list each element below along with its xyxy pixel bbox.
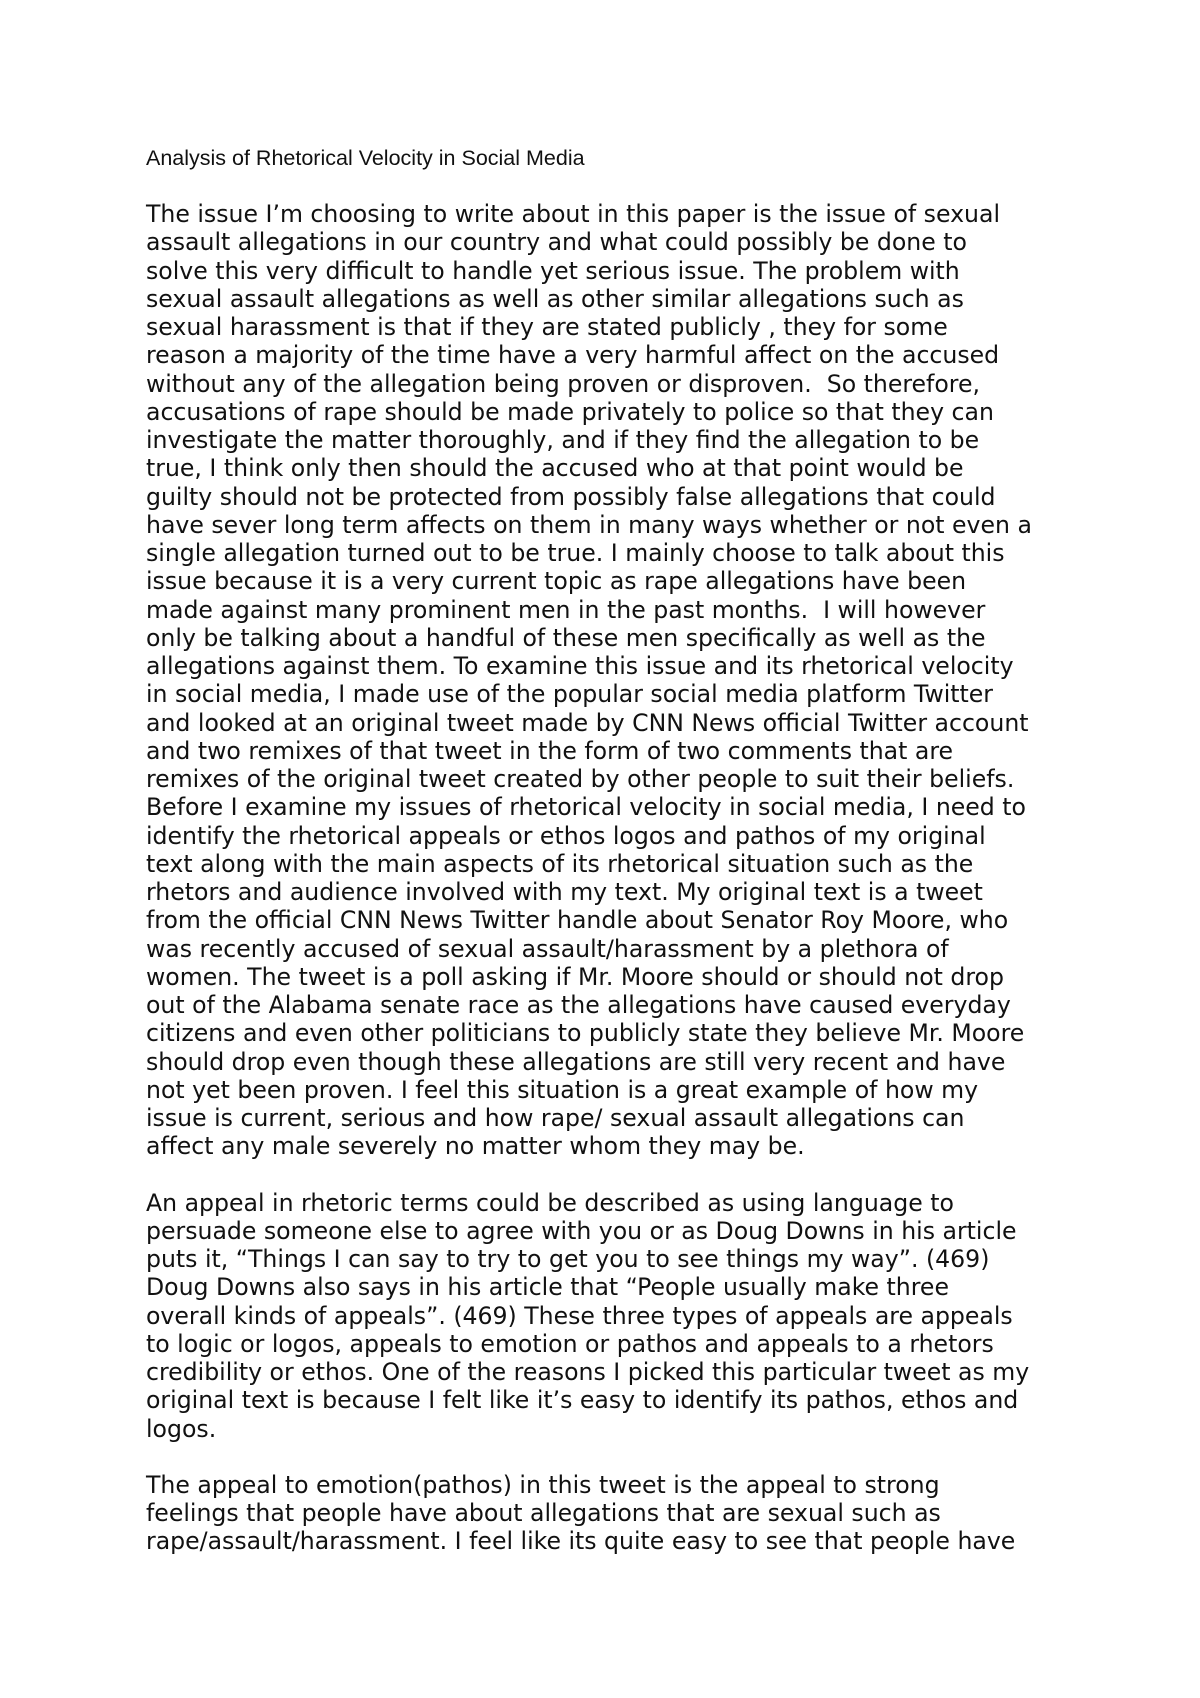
text-line: text along with the main aspects of its rhetorical situation such as the (146, 849, 974, 878)
text-line: credibility or ethos. One of the reasons I picked this particular tweet as my (146, 1358, 1030, 1386)
text-line: in social media, I made use of the popular social media platform Twitter (146, 680, 994, 709)
text-line: was recently accused of sexual assault/harassment by a plethora of (146, 934, 949, 963)
text-line: reason a majority of the time have a very harmful affect on the accused (146, 341, 1000, 370)
text-line: issue because it is a very current topic as rape allegations have been (146, 567, 967, 596)
document-body (146, 144, 1076, 1584)
paragraph (146, 200, 1076, 1161)
text-line: solve this very difficult to handle yet serious issue. The problem with (146, 256, 960, 285)
text-line: to logic or logos, appeals to emotion or pathos and appeals to a rhetors (146, 1329, 994, 1358)
text-line: made against many prominent men in the past months. I will however (146, 595, 986, 624)
text-line: citizens and even other politicians to publicly state they believe Mr. Moore (146, 1019, 1025, 1048)
text-line: overall kinds of appeals”. (469) These three types of appeals are appeals (146, 1301, 1013, 1330)
text-line: An appeal in rhetoric terms could be described as using language to (146, 1188, 954, 1217)
text-line: rape/assault/harassment. I feel like its quite easy to see that people have (146, 1527, 1016, 1556)
paragraph-list (146, 200, 1076, 1556)
text-line: from the official CNN News Twitter handle about Senator Roy Moore, who (146, 906, 1009, 935)
paragraph (146, 1471, 1076, 1556)
text-line: guilty should not be protected from possibly false allegations that could (146, 482, 996, 511)
text-line: The appeal to emotion(pathos) in this tweet is the appeal to strong (146, 1470, 940, 1499)
text-line: have sever long term affects on them in many ways whether or not even a (146, 510, 1032, 539)
text-line: without any of the allegation being proven or disproven. So therefore, (146, 369, 980, 398)
text-line: assault allegations in our country and what could possibly be done to (146, 228, 967, 257)
text-line: accusations of rape should be made privately to police so that they can (146, 397, 994, 426)
text-line: and two remixes of that tweet in the form of two comments that are (146, 736, 954, 765)
text-line: rhetors and audience involved with my text. My original text is a tweet (146, 878, 983, 906)
text-line: identify the rhetorical appeals or ethos logos and pathos of my original (146, 821, 986, 850)
text-line: sexual assault allegations as well as other similar allegations such as (146, 284, 964, 313)
text-line: The issue I’m choosing to write about in this paper is the issue of sexual (146, 200, 1001, 228)
text-line: women. The tweet is a poll asking if Mr. Moore should or should not drop (146, 962, 1004, 991)
text-line: sexual harassment is that if they are stated publicly , they for some (146, 313, 948, 341)
text-line: should drop even though these allegations are still very recent and have (146, 1047, 1006, 1076)
text-line: Doug Downs also says in his article that “People usually make three (146, 1273, 949, 1302)
text-line: single allegation turned out to be true. I mainly choose to talk about this (146, 539, 1005, 567)
text-line: true, I think only then should the accused who at that point would be (146, 454, 964, 483)
paragraph (146, 1189, 1076, 1443)
text-line: puts it, “Things I can say to try to get you to see things my way”. (469) (146, 1245, 990, 1273)
text-line: Before I examine my issues of rhetorical velocity in social media, I need to (146, 793, 1026, 822)
document-title: Analysis of Rhetorical Velocity in Social Media (146, 146, 585, 170)
text-line: investigate the matter thoroughly, and if they find the allegation to be (146, 426, 980, 454)
text-line: persuade someone else to agree with you or as Doug Downs in his article (146, 1216, 1017, 1245)
text-line: logos. (146, 1414, 217, 1443)
text-line: affect any male severely no matter whom they may be. (146, 1132, 805, 1161)
text-line: original text is because I felt like it’s easy to identify its pathos, ethos and (146, 1386, 1019, 1415)
text-line: and looked at an original tweet made by CNN News official Twitter account (146, 708, 1029, 737)
text-line: out of the Alabama senate race as the allegations have caused everyday (146, 991, 1011, 1019)
text-line: allegations against them. To examine this issue and its rhetorical velocity (146, 652, 1014, 680)
text-line: remixes of the original tweet created by other people to suit their beliefs. (146, 765, 1015, 793)
text-line: not yet been proven. I feel this situation is a great example of how my (146, 1075, 979, 1104)
text-line: feelings that people have about allegations that are sexual such as (146, 1499, 941, 1527)
text-line: issue is current, serious and how rape/ sexual assault allegations can (146, 1104, 965, 1132)
text-line: only be talking about a handful of these men specifically as well as the (146, 623, 986, 652)
